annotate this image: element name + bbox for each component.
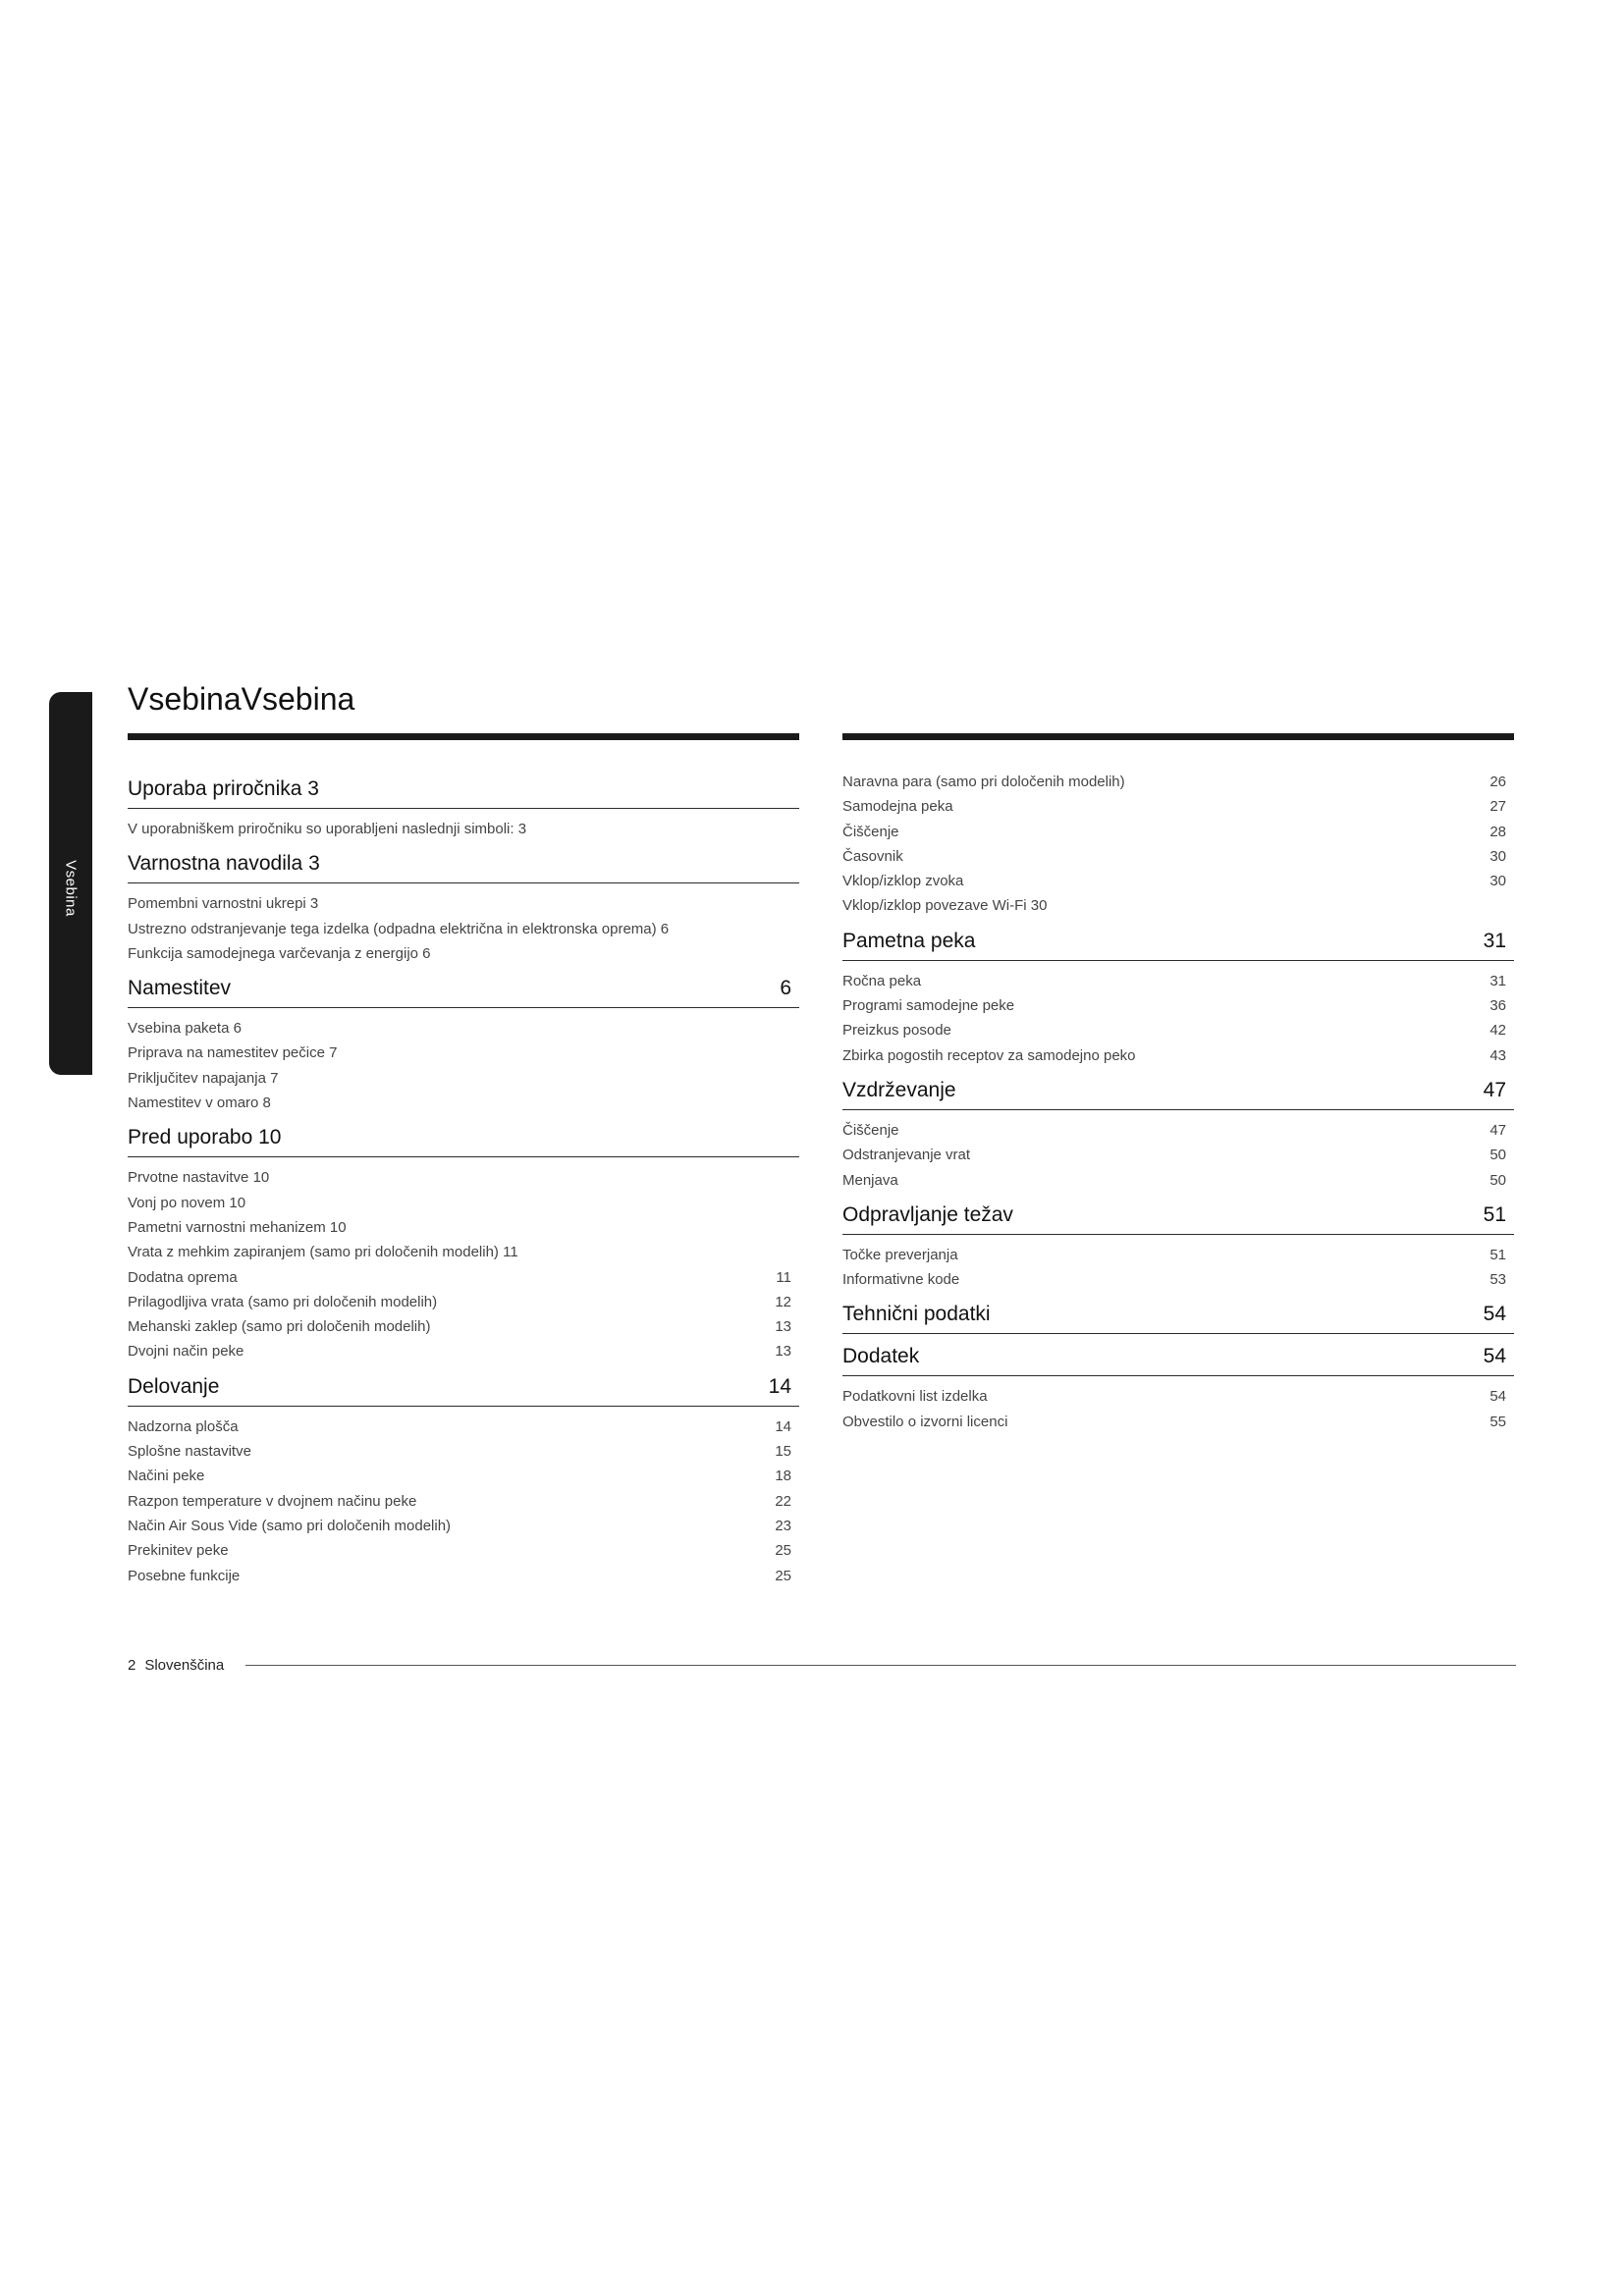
- toc-entry-list: [842, 1235, 1514, 1293]
- toc-entry-text: Splošne nastavitve: [128, 1443, 251, 1461]
- toc-entry-text: Posebne funkcije: [128, 1567, 241, 1584]
- toc-entry-page: 47: [1489, 1121, 1506, 1139]
- toc-entry[interactable]: [128, 1091, 799, 1115]
- toc-section-title: Pametna peka: [842, 929, 976, 952]
- toc-entry-page: 27: [1489, 798, 1506, 816]
- toc-entry-text: Funkcija samodejnega varčevanja z energijo 6: [128, 944, 431, 962]
- toc-section-title: Dodatek: [842, 1345, 920, 1368]
- toc-entry-page: 22: [775, 1492, 791, 1510]
- toc-entry-text: Samodejna peka: [842, 798, 953, 816]
- toc-left-column: [128, 733, 799, 1599]
- toc-section-heading[interactable]: [128, 1126, 799, 1157]
- toc-entry-text: Pomembni varnostni ukrepi 3: [128, 895, 319, 913]
- side-tab-label: Vsebina: [62, 860, 80, 917]
- toc-section-title: Delovanje: [128, 1374, 220, 1398]
- toc-entry-text: Namestitev v omaro 8: [128, 1095, 271, 1112]
- toc-entry-text: Razpon temperature v dvojnem načinu peke: [128, 1492, 417, 1510]
- toc-entry-text: Načini peke: [128, 1468, 205, 1485]
- toc-entry-text: Menjava: [842, 1171, 898, 1189]
- toc-entry-text: Preizkus posode: [842, 1022, 951, 1040]
- toc-entry[interactable]: [842, 1018, 1514, 1042]
- toc-entry-text: Ustrezno odstranjevanje tega izdelka (odpadna električna in elektronska oprema) 6: [128, 920, 670, 937]
- toc-entry[interactable]: [128, 941, 799, 966]
- toc-entry[interactable]: [128, 817, 799, 841]
- toc-section-heading[interactable]: [842, 1303, 1514, 1334]
- toc-entry[interactable]: [128, 1066, 799, 1091]
- toc-section-heading[interactable]: [842, 1079, 1514, 1110]
- toc-entry-text: Naravna para (samo pri določenih modelih): [842, 774, 1125, 790]
- toc-entry[interactable]: [842, 794, 1514, 819]
- toc-section-heading[interactable]: [842, 930, 1514, 961]
- toc-section-heading[interactable]: [128, 977, 799, 1008]
- toc-entry-text: Prekinitev peke: [128, 1542, 229, 1560]
- toc-entry-text: Programi samodejne peke: [842, 997, 1015, 1015]
- toc-section-title: Odpravljanje težav: [842, 1202, 1013, 1226]
- toc-entry[interactable]: [842, 1410, 1514, 1434]
- toc-entry-list: [842, 1110, 1514, 1193]
- footer-text: [128, 1657, 224, 1674]
- toc-section-heading[interactable]: [128, 777, 799, 809]
- toc-entry[interactable]: [128, 1339, 799, 1363]
- toc-section: [842, 1303, 1514, 1334]
- toc-entry[interactable]: [842, 1267, 1514, 1292]
- toc-entry-page: 36: [1489, 997, 1506, 1015]
- toc-entry-page: 13: [775, 1343, 791, 1361]
- toc-entry-text: Prilagodljiva vrata (samo pri določenih modelih): [128, 1293, 438, 1310]
- toc-entry[interactable]: [128, 1415, 799, 1439]
- toc-entry-text: Dodatna oprema: [128, 1268, 238, 1286]
- toc-section-page: 51: [1483, 1202, 1506, 1226]
- toc-entry-page: 50: [1489, 1147, 1506, 1164]
- toc-section-title: Vzdrževanje: [842, 1078, 956, 1101]
- toc-entry-text: Čiščenje: [842, 1121, 899, 1139]
- toc-entry[interactable]: [128, 1314, 799, 1339]
- page-title: VsebinaVsebina: [128, 681, 355, 717]
- toc-entry[interactable]: [842, 969, 1514, 993]
- toc-entry-text: Dvojni način peke: [128, 1343, 244, 1361]
- toc-entry-page: 54: [1489, 1388, 1506, 1406]
- toc-entry[interactable]: [128, 1240, 799, 1264]
- toc-section-heading[interactable]: [842, 1345, 1514, 1376]
- toc-entry-text: Prvotne nastavitve 10: [128, 1169, 270, 1187]
- toc-section-title: Varnostna navodila 3: [128, 852, 320, 876]
- toc-entry-text: Vsebina paketa 6: [128, 1020, 242, 1038]
- toc-entry-text: Vrata z mehkim zapiranjem (samo pri določenih modelih) 11: [128, 1244, 518, 1261]
- toc-entry-page: 55: [1489, 1413, 1506, 1430]
- toc-section-page: 31: [1483, 929, 1506, 952]
- toc-entry-text: Odstranjevanje vrat: [842, 1147, 971, 1164]
- toc-entry-page: 25: [775, 1567, 791, 1584]
- toc-entry-page: 28: [1489, 823, 1506, 840]
- toc-entry-page: 15: [775, 1443, 791, 1461]
- toc-section: [128, 1126, 799, 1363]
- side-tab: [49, 692, 92, 1075]
- toc-entry[interactable]: [128, 1265, 799, 1290]
- toc-section-heading[interactable]: [128, 1375, 799, 1407]
- toc-entry-list: [128, 883, 799, 966]
- toc-entry-page: 30: [1489, 847, 1506, 865]
- toc-section: [842, 1203, 1514, 1293]
- toc-entry[interactable]: [842, 893, 1514, 918]
- toc-entry-page: 25: [775, 1542, 791, 1560]
- toc-continued-items: [842, 770, 1514, 919]
- toc-entry[interactable]: [842, 1168, 1514, 1193]
- toc-entry[interactable]: [128, 1215, 799, 1240]
- toc-entry[interactable]: [128, 1041, 799, 1065]
- toc-section-heading[interactable]: [128, 852, 799, 883]
- toc-entry-text: V uporabniškem priročniku so uporabljeni naslednji simboli: 3: [128, 821, 527, 837]
- toc-section: [128, 977, 799, 1115]
- toc-entry-list: [128, 1407, 799, 1588]
- toc-entry[interactable]: [128, 1464, 799, 1488]
- toc-entry[interactable]: [842, 1118, 1514, 1143]
- toc-entry-text: Časovnik: [842, 847, 903, 865]
- toc-entry-list: [842, 961, 1514, 1068]
- toc-entry-page: 23: [775, 1517, 791, 1534]
- toc-entry[interactable]: [128, 1290, 799, 1314]
- toc-entry[interactable]: [128, 1538, 799, 1563]
- toc-section-heading[interactable]: [842, 1203, 1514, 1235]
- toc-entry-page: 42: [1489, 1022, 1506, 1040]
- toc-section: [842, 1345, 1514, 1434]
- toc-entry-text: Zbirka pogostih receptov za samodejno peko: [842, 1046, 1136, 1064]
- toc-entry[interactable]: [842, 869, 1514, 893]
- toc-section-title: Uporaba priročnika 3: [128, 777, 319, 800]
- toc-entry[interactable]: [128, 1489, 799, 1514]
- toc-entry-page: 13: [775, 1318, 791, 1336]
- toc-entry-page: 43: [1489, 1046, 1506, 1064]
- toc-entry[interactable]: [128, 917, 799, 941]
- toc-entry-text: Vklop/izklop povezave Wi-Fi 30: [842, 897, 1048, 915]
- toc-section-page: 6: [780, 977, 791, 1000]
- toc-entry[interactable]: [128, 1191, 799, 1215]
- toc-entry[interactable]: [128, 1165, 799, 1190]
- toc-entry[interactable]: [842, 770, 1514, 794]
- footer-page-number: 2: [128, 1657, 136, 1674]
- toc-entry-text: Način Air Sous Vide (samo pri določenih modelih): [128, 1517, 452, 1534]
- toc-entry-text: Informativne kode: [842, 1271, 960, 1289]
- toc-entry-text: Obvestilo o izvorni licenci: [842, 1413, 1008, 1430]
- toc-entry-list: [128, 1008, 799, 1115]
- page-footer: [128, 1657, 1516, 1674]
- toc-section-page: 54: [1483, 1345, 1506, 1368]
- toc-entry[interactable]: [128, 1514, 799, 1538]
- toc-entry[interactable]: [128, 1564, 799, 1588]
- footer-language: Slovenščina: [144, 1657, 225, 1674]
- toc-section: [842, 1079, 1514, 1193]
- toc-right-column: [842, 733, 1514, 1445]
- toc-entry-page: 50: [1489, 1171, 1506, 1189]
- toc-entry[interactable]: [128, 1016, 799, 1041]
- toc-entry[interactable]: [842, 1043, 1514, 1068]
- toc-entry-page: 18: [775, 1468, 791, 1485]
- toc-entry[interactable]: [842, 820, 1514, 844]
- toc-entry-page: 11: [776, 1268, 791, 1286]
- toc-section-title: Namestitev: [128, 977, 232, 1000]
- toc-entry-list: [128, 1157, 799, 1363]
- footer-rule: [245, 1665, 1516, 1666]
- toc-entry[interactable]: [842, 1143, 1514, 1167]
- toc-entry-list: [128, 809, 799, 841]
- toc-entry-text: Priključitev napajanja 7: [128, 1069, 279, 1087]
- toc-entry[interactable]: [128, 891, 799, 916]
- toc-section-page: 14: [768, 1374, 791, 1398]
- toc-entry-list: [842, 1376, 1514, 1434]
- toc-section-title: Pred uporabo 10: [128, 1126, 282, 1149]
- toc-entry[interactable]: [842, 1384, 1514, 1409]
- toc-entry[interactable]: [842, 1243, 1514, 1267]
- toc-entry-page: 30: [1489, 873, 1506, 890]
- toc-entry-page: 26: [1489, 774, 1506, 790]
- toc-section-page: 47: [1483, 1078, 1506, 1101]
- toc-entry-page: 12: [775, 1293, 791, 1310]
- toc-entry[interactable]: [842, 844, 1514, 869]
- toc-section-page: 54: [1483, 1303, 1506, 1326]
- toc-entry-page: 51: [1489, 1246, 1506, 1263]
- toc-entry-page: 53: [1489, 1271, 1506, 1289]
- toc-entry-text: Priprava na namestitev pečice 7: [128, 1044, 338, 1062]
- toc-entry-text: Mehanski zaklep (samo pri določenih modelih): [128, 1318, 431, 1336]
- toc-entry[interactable]: [128, 1439, 799, 1464]
- toc-entry-text: Vonj po novem 10: [128, 1194, 246, 1211]
- toc-entry-text: Podatkovni list izdelka: [842, 1388, 988, 1406]
- toc-entry[interactable]: [842, 993, 1514, 1018]
- toc-entry-text: Vklop/izklop zvoka: [842, 873, 964, 890]
- toc-entry-text: Čiščenje: [842, 823, 899, 840]
- toc-entry-text: Ročna peka: [842, 972, 922, 989]
- toc-entry-text: Točke preverjanja: [842, 1246, 958, 1263]
- toc-section: [128, 777, 799, 841]
- toc-entry-text: Nadzorna plošča: [128, 1417, 239, 1435]
- toc-section: [128, 852, 799, 966]
- toc-entry-text: Pametni varnostni mehanizem 10: [128, 1218, 347, 1236]
- toc-section: [842, 930, 1514, 1068]
- toc-entry-page: 31: [1489, 972, 1506, 989]
- toc-entry-page: 14: [775, 1417, 791, 1435]
- toc-section-title: Tehnični podatki: [842, 1303, 991, 1326]
- toc-section: [128, 1375, 799, 1588]
